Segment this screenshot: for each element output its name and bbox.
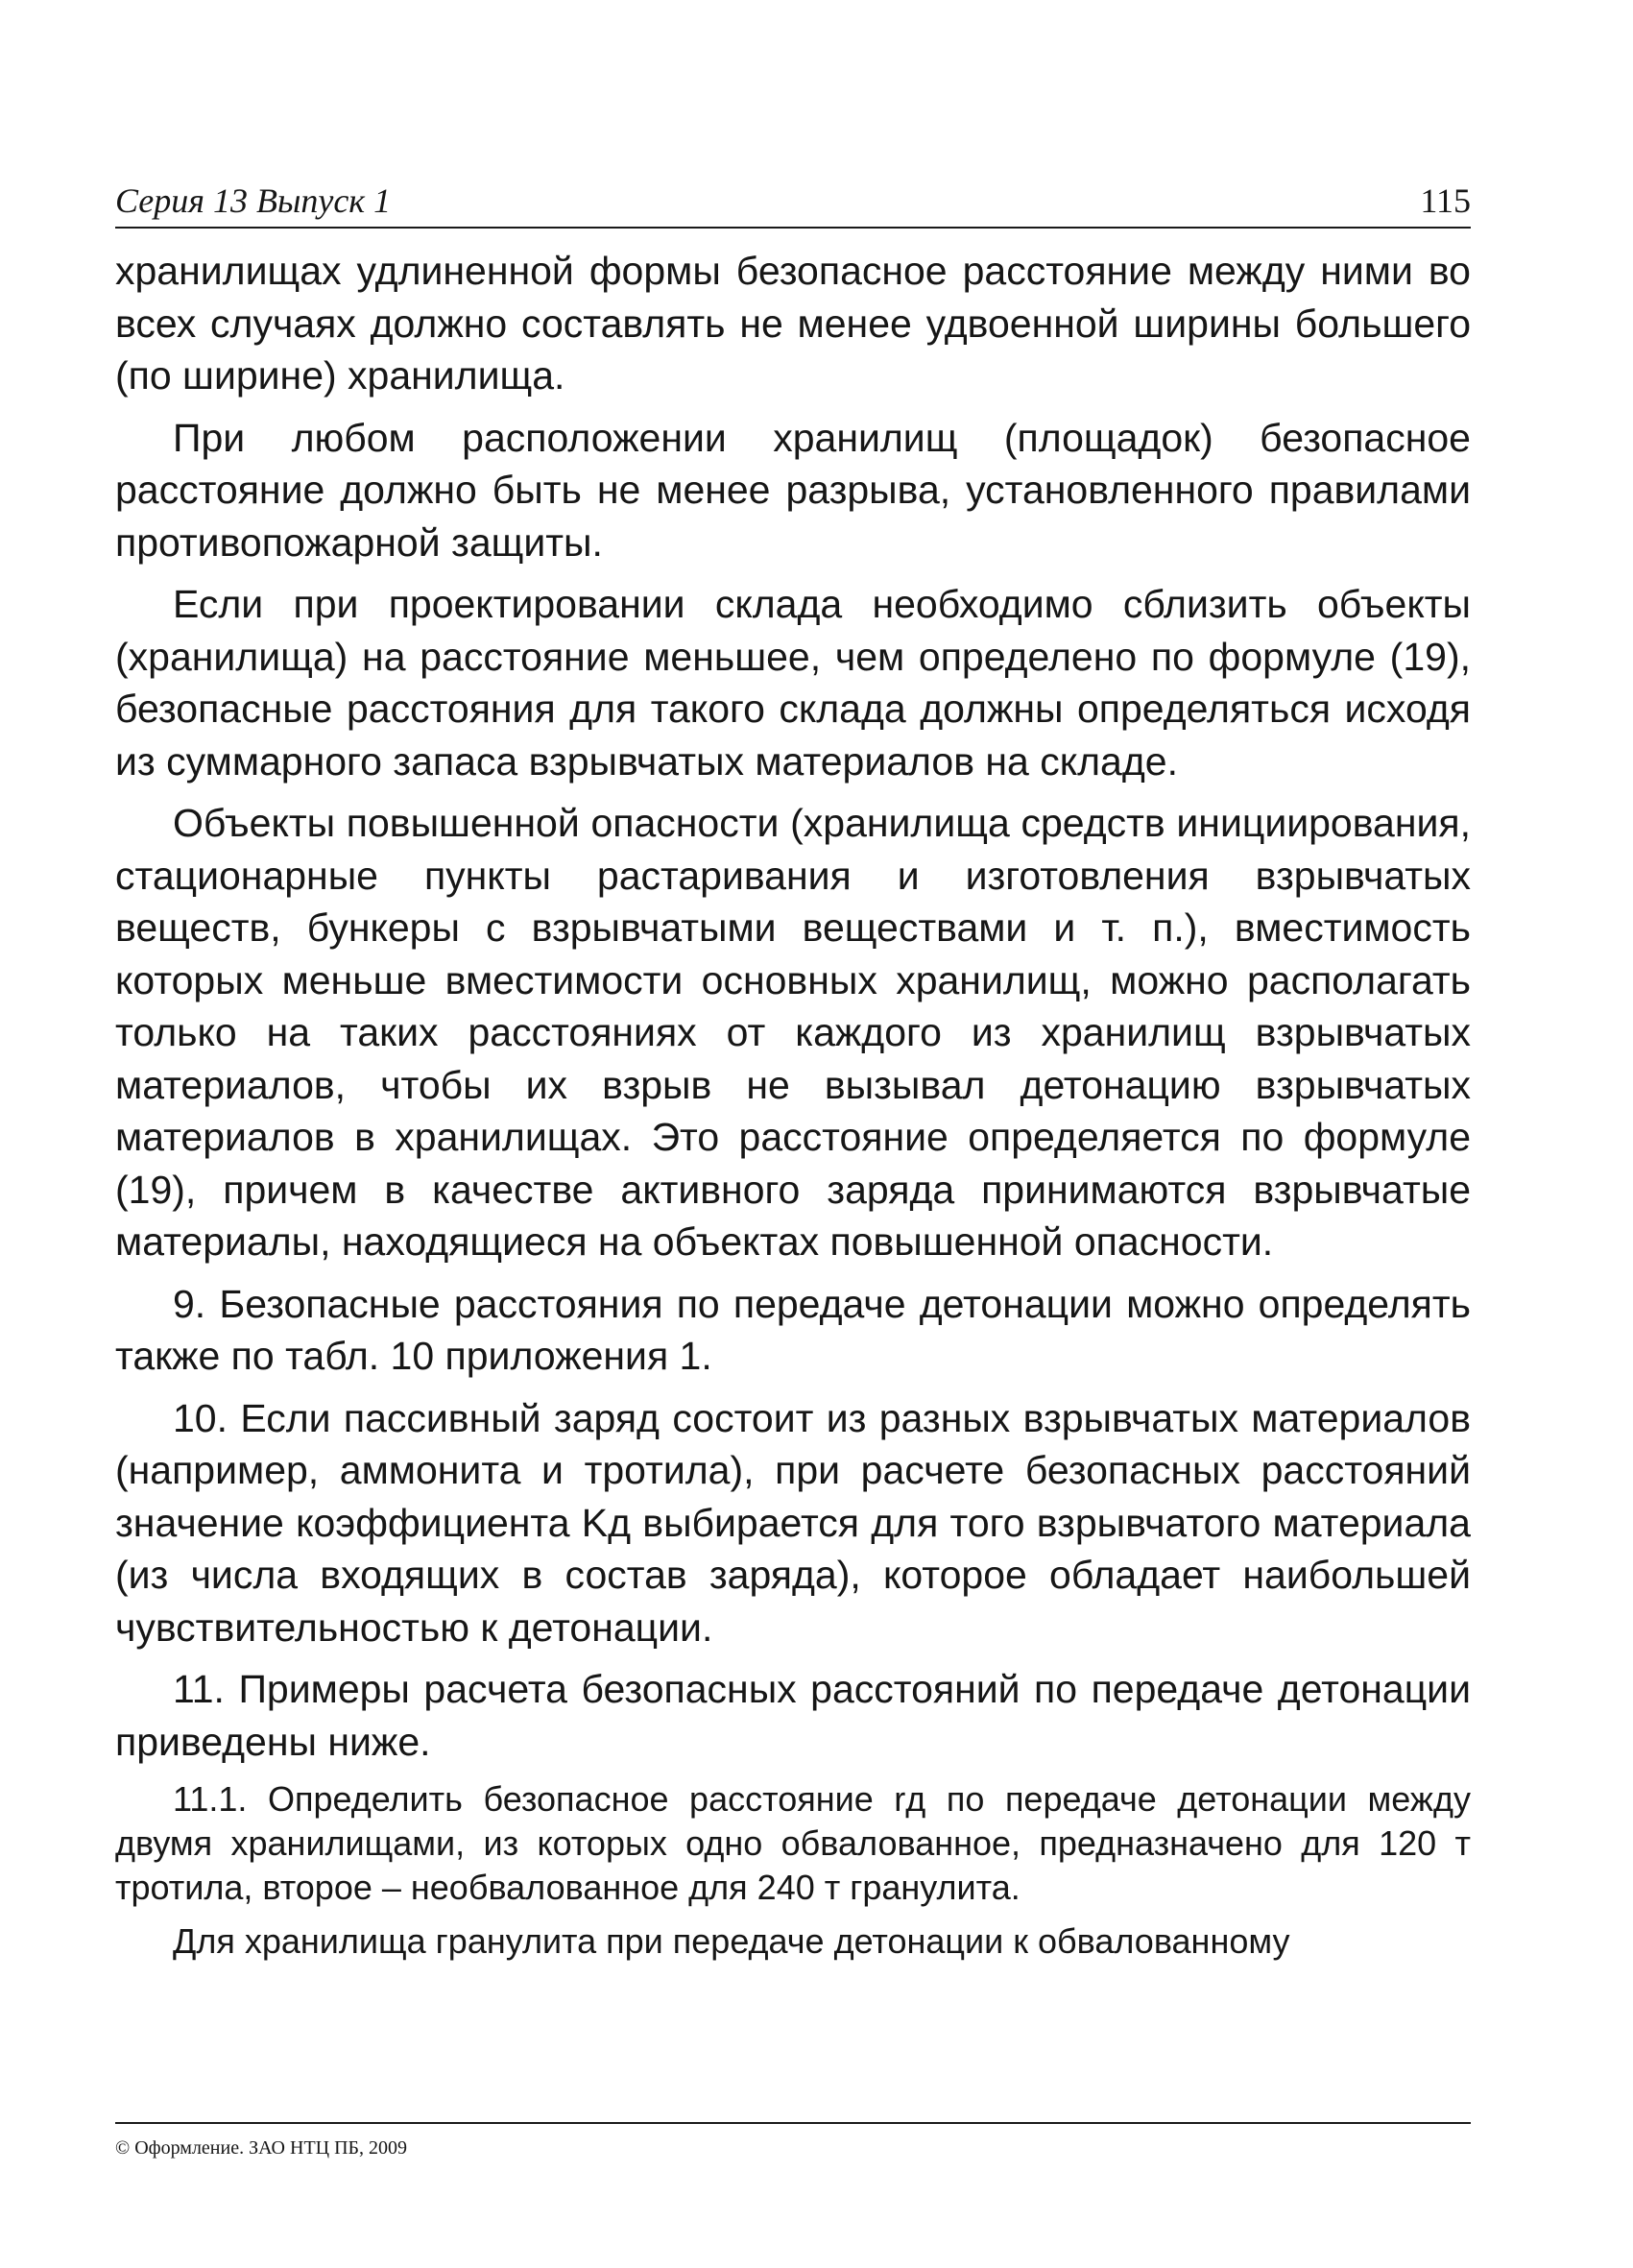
paragraph-design: Если при проектировании склада необходимо сблизить объекты (хранилища) на расстояние меньшее, чем определено по формуле (19), безопасные расстояния для такого склада должны определяться исходя из суммарного запаса взрывчатых материалов на складе. <box>115 582 1471 784</box>
paragraph-item-10: 10. Если пассивный заряд состоит из разных взрывчатых материалов (например, аммонита и тротила), при расчете безопасных расстояний значение коэффициента Kд выбирается для того взрывчатого материала (из числа входящих в состав заряда), которое обладает наибольшей чувствительностью к детонации. <box>115 1395 1471 1650</box>
series-title: Серия 13 Выпуск 1 <box>115 181 392 220</box>
paragraph-item-11-1: 11.1. Определить безопасное расстояние rд по передаче детонации между двумя хранилищами, из которых одно обвалованное, предназначено для 120 т тротила, второе – необвалованное для 240 т гранулита. <box>115 1779 1471 1907</box>
running-header <box>115 179 1471 229</box>
page-body <box>115 245 1471 1973</box>
page-number: 115 <box>1420 181 1471 220</box>
footer-divider <box>115 2122 1471 2124</box>
paragraph-item-9: 9. Безопасные расстояния по передаче детонации можно определять также по табл. 10 приложения 1. <box>115 1281 1471 1378</box>
paragraph-hazard-objects: Объекты повышенной опасности (хранилища средств инициирования, стационарные пункты растаривания и изготовления взрывчатых веществ, бункеры с взрывчатыми веществами и т. п.), вместимость которых меньше вместимости основных хранилищ, можно располагать только на таких расстояниях от каждого из хранилищ взрывчатых материалов, чтобы их взрыв не вызывал детонацию взрывчатых материалов в хранилищах. Это расстояние определяется по формуле (19), причем в качестве активного заряда принимаются взрывчатые материалы, находящиеся на объектах повышенной опасности. <box>115 801 1471 1264</box>
paragraph-item-11: 11. Примеры расчета безопасных расстояний по передаче детонации приведены ниже. <box>115 1667 1471 1764</box>
paragraph-continuation: хранилищах удлиненной формы безопасное расстояние между ними во всех случаях должно составлять не менее удвоенной ширины большего (по ширине) хранилища. <box>115 249 1471 398</box>
footer-copyright: © Оформление. ЗАО НТЦ ПБ, 2009 <box>115 2137 408 2159</box>
paragraph-granulite: Для хранилища гранулита при передаче детонации к обвалованному <box>173 1921 1290 1961</box>
paragraph-placement: При любом расположении хранилищ (площадок) безопасное расстояние должно быть не менее разрыва, установленного правилами противопожарной защиты. <box>115 415 1471 565</box>
